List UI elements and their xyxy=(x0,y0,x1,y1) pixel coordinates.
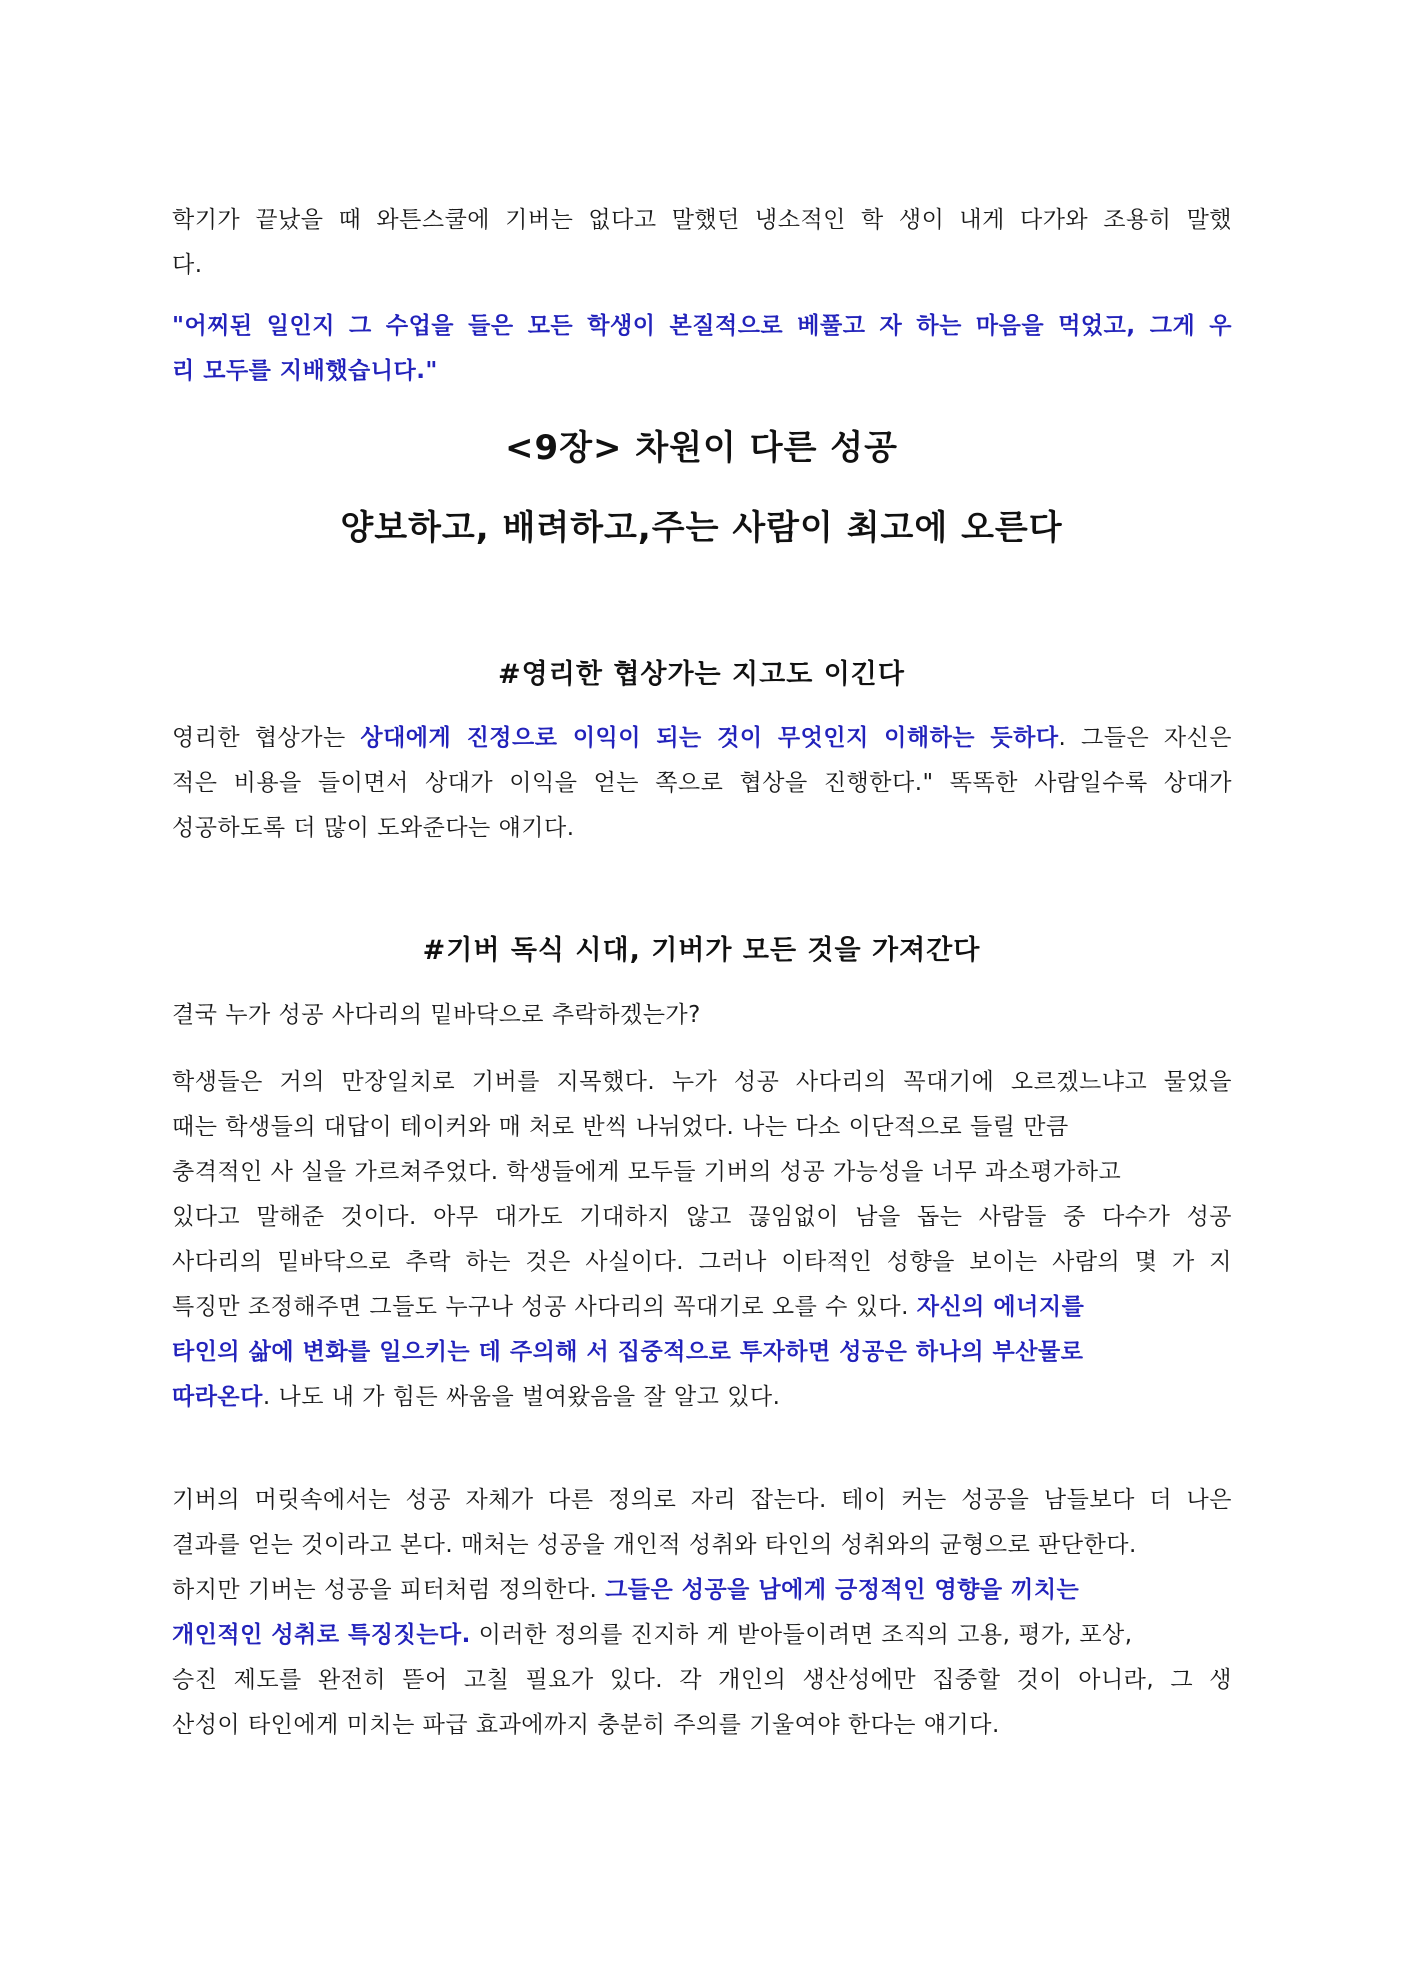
quote-line: 리 모두를 지배했습니다." xyxy=(172,358,438,384)
quote-line: "어찌된 일인지 그 수업을 들은 모든 학생이 본질적으로 베풀고 자 하는 마음을 먹었고, 그게 우 xyxy=(172,313,1232,339)
highlight-line: 타인의 삶에 변화를 일으키는 데 주의해 서 집중적으로 투자하면 성공은 하나의 부산물로 xyxy=(172,1339,1084,1365)
text-line xyxy=(172,1285,1232,1330)
text-line: 학생들은 거의 만장일치로 기버를 지목했다. 누가 성공 사다리의 꼭대기에 오르겠느냐고 물었을 xyxy=(172,1069,1232,1095)
highlight-text: 자신의 에너지를 xyxy=(916,1294,1085,1320)
paragraph-question xyxy=(172,993,1232,1038)
text-line xyxy=(172,1568,1232,1613)
text-span: 이러한 정의를 진지하 게 받아들이려면 조직의 고용, 평가, 포상, xyxy=(470,1622,1133,1648)
text-line xyxy=(172,716,1232,761)
paragraph-definition xyxy=(172,1478,1232,1748)
chapter-subtitle: 양보하고, 배려하고,주는 사람이 최고에 오른다 xyxy=(340,508,1063,548)
paragraph-intro xyxy=(172,198,1232,288)
text-span: 하지만 기버는 성공을 피터처럼 정의한다. xyxy=(172,1577,606,1603)
text-span: . 그들은 자신은 xyxy=(1058,725,1232,751)
section-heading-negotiator: #영리한 협상가는 지고도 이긴다 xyxy=(498,659,905,690)
chapter-title: <9장> 차원이 다른 성공 xyxy=(505,428,898,468)
text-line xyxy=(172,1613,1232,1658)
text-line: 적은 비용을 들이면서 상대가 이익을 얻는 쪽으로 협상을 진행한다." 똑똑한 사람일수록 상대가 xyxy=(172,770,1232,796)
paragraph-students xyxy=(172,1060,1232,1420)
quote-paragraph xyxy=(172,304,1232,394)
text-line: 때는 학생들의 대답이 테이커와 매 처로 반씩 나뉘었다. 나는 다소 이단적으로 들릴 만큼 xyxy=(172,1114,1069,1140)
text-line: 결과를 얻는 것이라고 본다. 매처는 성공을 개인적 성취와 타인의 성취와의 균형으로 판단한다. xyxy=(172,1532,1137,1558)
text-line: 있다고 말해준 것이다. 아무 대가도 기대하지 않고 끊임없이 남을 돕는 사람들 중 다수가 성공 xyxy=(172,1204,1232,1230)
text-line: 산성이 타인에게 미치는 파급 효과에까지 충분히 주의를 기울여야 한다는 얘기다. xyxy=(172,1712,1000,1738)
highlight-text: 그들은 성공을 남에게 긍정적인 영향을 끼치는 xyxy=(605,1577,1080,1603)
text-line: 승진 제도를 완전히 뜯어 고칠 필요가 있다. 각 개인의 생산성에만 집중할 것이 아니라, 그 생 xyxy=(172,1667,1232,1693)
text-span: . 나도 내 가 힘든 싸움을 벌여왔음을 잘 알고 있다. xyxy=(262,1384,781,1410)
highlight-text: 상대에게 진정으로 이익이 되는 것이 무엇인지 이해하는 듯하다 xyxy=(360,725,1059,751)
text-line: 다. xyxy=(172,252,203,278)
highlight-text: 따라온다 xyxy=(172,1384,263,1410)
highlight-text: 개인적인 성취로 특징짓는다. xyxy=(172,1622,471,1648)
text-line: 결국 누가 성공 사다리의 밑바닥으로 추락하겠는가? xyxy=(172,1002,701,1028)
paragraph-negotiator xyxy=(172,716,1232,851)
text-line: 학기가 끝났을 때 와튼스쿨에 기버는 없다고 말했던 냉소적인 학 생이 내게 다가와 조용히 말했 xyxy=(172,207,1232,233)
section-heading-giver-era: #기버 독식 시대, 기버가 모든 것을 가져간다 xyxy=(422,935,981,966)
text-span: 영리한 협상가는 xyxy=(172,725,361,751)
text-line: 사다리의 밑바닥으로 추락 하는 것은 사실이다. 그러나 이타적인 성향을 보이는 사람의 몇 가 지 xyxy=(172,1249,1232,1275)
text-line xyxy=(172,1375,1232,1420)
text-line: 충격적인 사 실을 가르쳐주었다. 학생들에게 모두들 기버의 성공 가능성을 너무 과소평가하고 xyxy=(172,1159,1122,1185)
text-line: 성공하도록 더 많이 도와준다는 얘기다. xyxy=(172,815,575,841)
text-line: 기버의 머릿속에서는 성공 자체가 다른 정의로 자리 잡는다. 테이 커는 성공을 남들보다 더 나은 xyxy=(172,1487,1232,1513)
text-span: 특징만 조정해주면 그들도 누구나 성공 사다리의 꼭대기로 오를 수 있다. xyxy=(172,1294,917,1320)
